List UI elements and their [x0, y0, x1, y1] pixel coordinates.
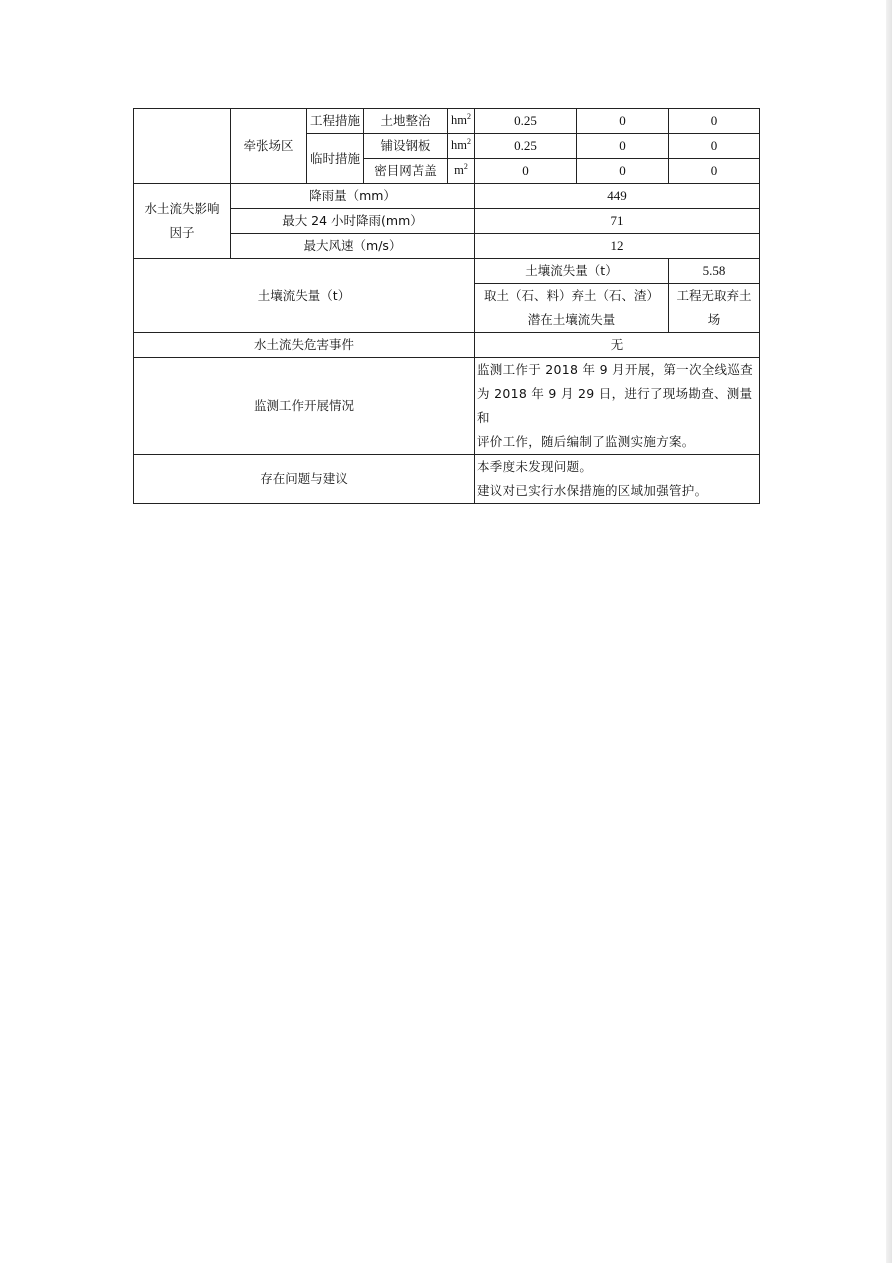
factors-label-line: 因子 [169, 225, 195, 240]
measure-name: 土地整治 [364, 109, 448, 134]
monitoring-line: 监测工作于 2018 年 9 月开展，第一次全线巡查 [477, 362, 753, 377]
table-row [134, 455, 760, 504]
value-cell: 0 [475, 159, 577, 184]
issues-label: 存在问题与建议 [134, 455, 475, 504]
potential-label-line: 潜在土壤流失量 [527, 312, 616, 327]
table-row [134, 259, 760, 284]
value-cell: 0 [577, 109, 669, 134]
monitoring-description [475, 358, 760, 455]
table-row [134, 333, 760, 358]
value-cell: 0 [669, 134, 760, 159]
potential-value-line: 工程无取弃土 [676, 288, 752, 303]
potential-soil-loss-value [669, 284, 760, 333]
zone-name-cell: 牵张场区 [231, 109, 307, 184]
potential-value-line: 场 [707, 312, 721, 327]
potential-soil-loss-label [475, 284, 669, 333]
factors-label-cell [134, 184, 231, 259]
table-row [134, 184, 760, 209]
factor-value: 12 [475, 234, 760, 259]
factor-label: 最大 24 小时降雨(mm） [231, 209, 475, 234]
soil-loss-sub-label: 土壤流失量（t） [475, 259, 669, 284]
measure-name: 铺设钢板 [364, 134, 448, 159]
value-cell: 0 [669, 109, 760, 134]
factor-value: 449 [475, 184, 760, 209]
temporary-measure-category: 临时措施 [307, 134, 364, 184]
table-row [134, 358, 760, 455]
page-edge-shadow [886, 0, 892, 1263]
monitoring-label: 监测工作开展情况 [134, 358, 475, 455]
factor-label: 最大风速（m/s） [231, 234, 475, 259]
table-row [134, 109, 760, 134]
unit-cell [448, 159, 475, 184]
engineering-measure-category: 工程措施 [307, 109, 364, 134]
unit-base: m [454, 163, 464, 178]
hazard-label: 水土流失危害事件 [134, 333, 475, 358]
empty-left-cell [134, 109, 231, 184]
value-cell: 0.25 [475, 109, 577, 134]
factor-label: 降雨量（mm） [231, 184, 475, 209]
monitoring-report-table [133, 108, 760, 504]
issues-line: 建议对已实行水保措施的区域加强管护。 [477, 483, 708, 498]
measure-name: 密目网苫盖 [364, 159, 448, 184]
soil-loss-label: 土壤流失量（t） [134, 259, 475, 333]
unit-cell [448, 109, 475, 134]
issues-line: 本季度未发现问题。 [477, 459, 593, 474]
monitoring-line: 评价工作，随后编制了监测实施方案。 [477, 434, 695, 449]
hazard-value: 无 [475, 333, 760, 358]
soil-loss-value: 5.58 [669, 259, 760, 284]
factor-value: 71 [475, 209, 760, 234]
unit-base: hm [451, 113, 467, 128]
unit-superscript: 2 [463, 162, 468, 172]
unit-cell [448, 134, 475, 159]
issues-description [475, 455, 760, 504]
potential-label-line: 取土（石、料）弃土（石、渣） [483, 288, 659, 303]
value-cell: 0 [577, 134, 669, 159]
monitoring-line: 为 2018 年 9 月 29 日，进行了现场勘查、测量和 [477, 386, 753, 425]
factors-label-line: 水土流失影响 [144, 201, 220, 216]
unit-superscript: 2 [466, 112, 471, 122]
value-cell: 0.25 [475, 134, 577, 159]
value-cell: 0 [577, 159, 669, 184]
value-cell: 0 [669, 159, 760, 184]
unit-superscript: 2 [466, 137, 471, 147]
unit-base: hm [451, 138, 467, 153]
